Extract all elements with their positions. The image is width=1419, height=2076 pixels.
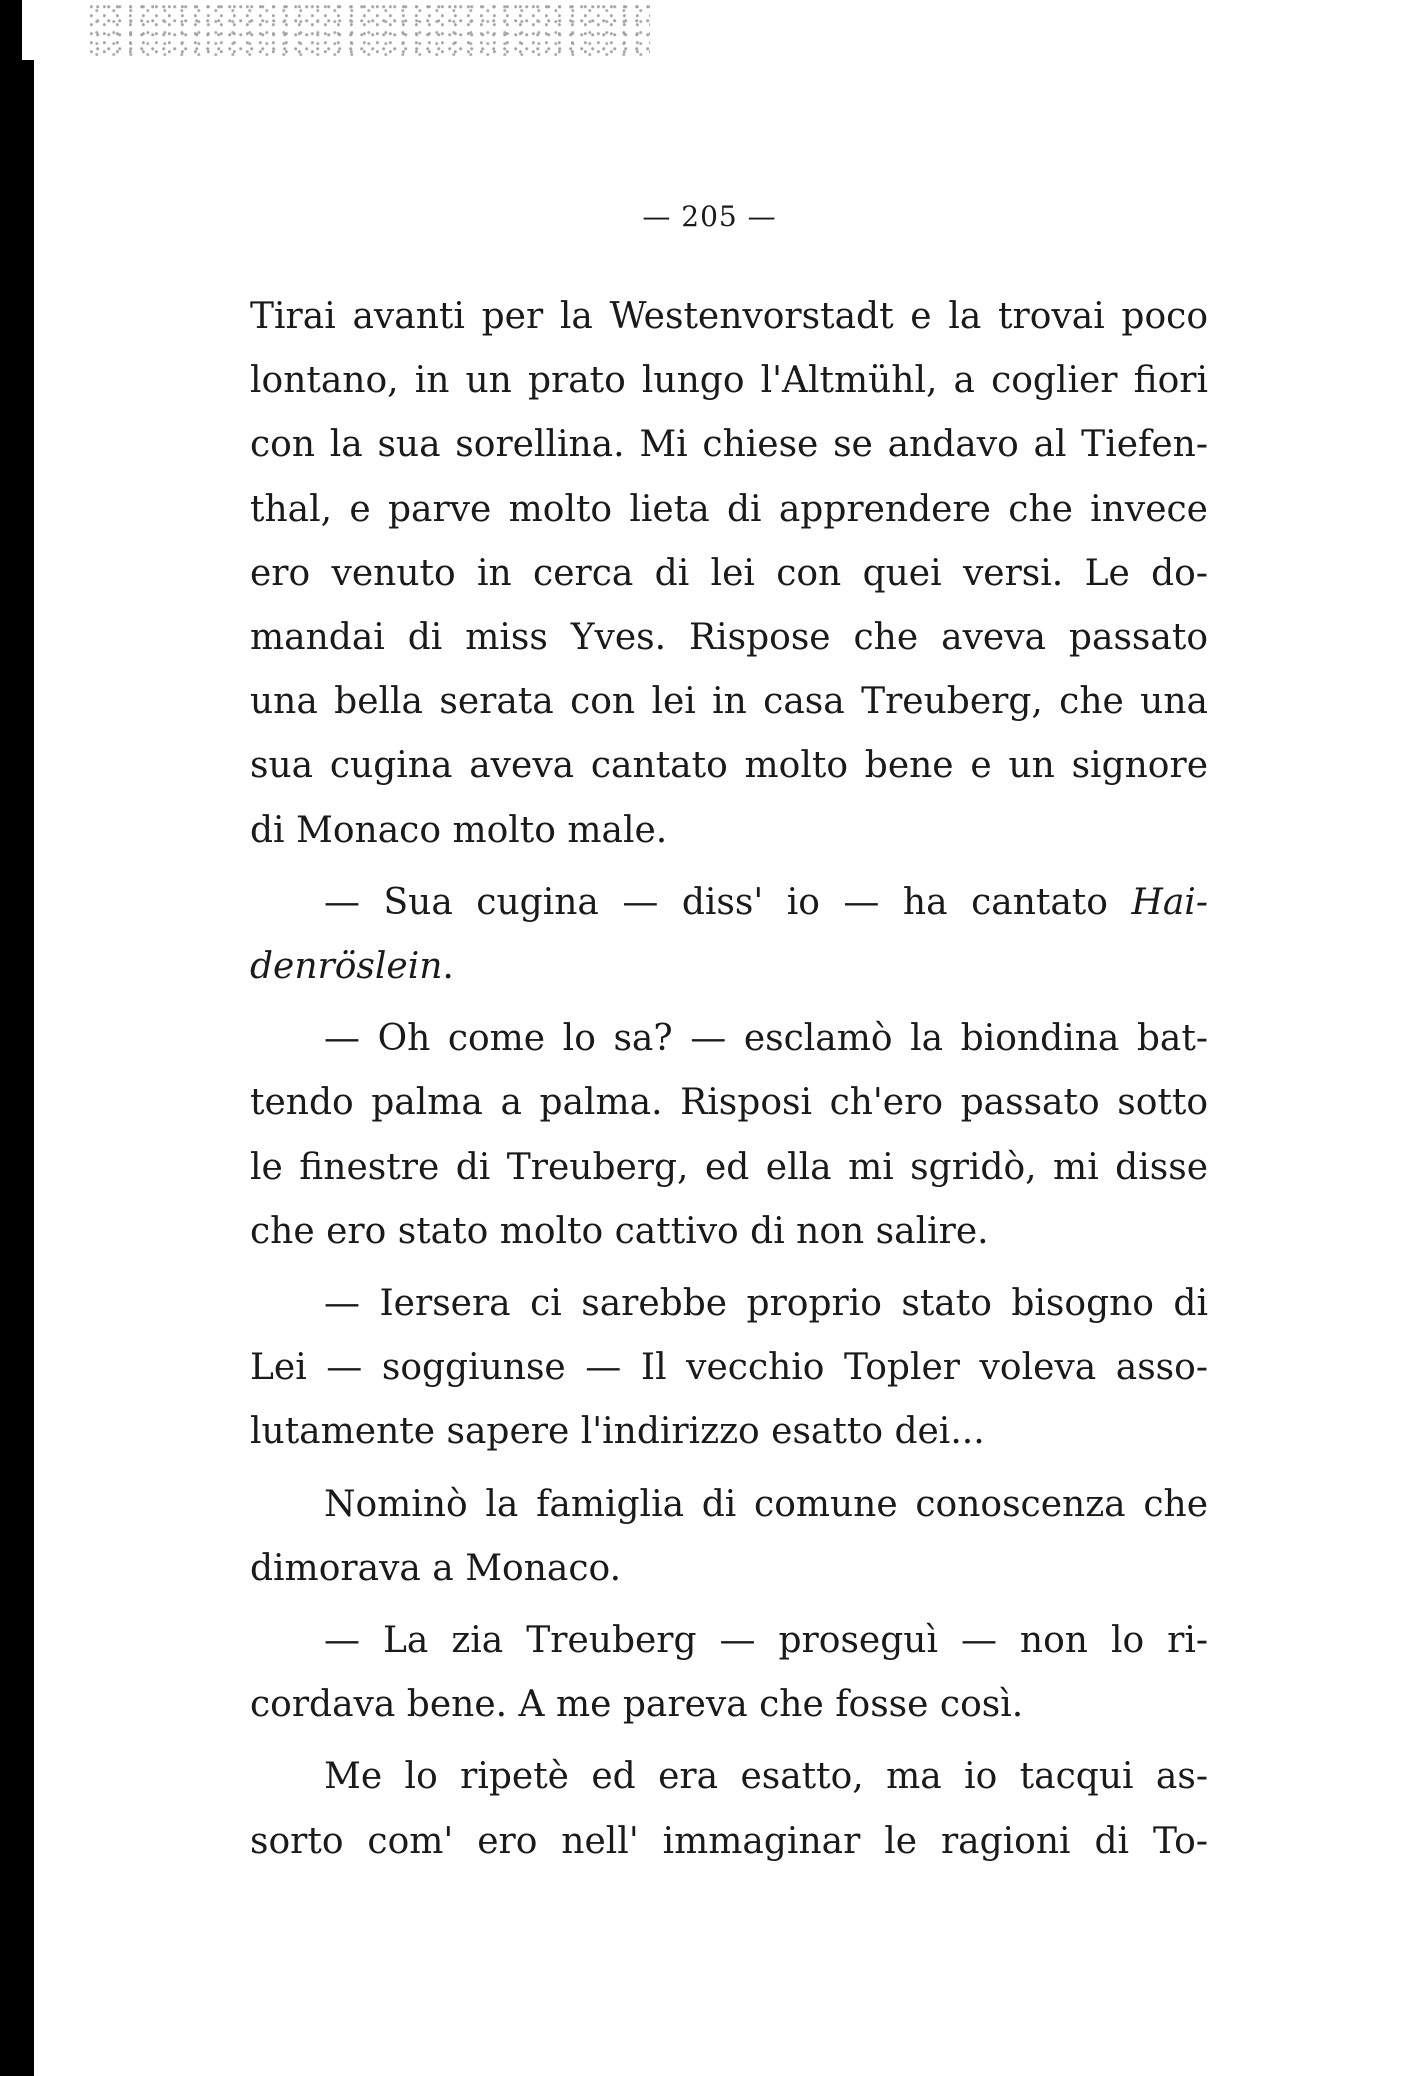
text-line: — Iersera ci sarebbe proprio stato bisogno di [324, 1283, 1208, 1325]
text-line: Tirai avanti per la Westenvorstadt e la trovai poco [250, 296, 1208, 337]
text-line: thal, e parve molto lieta di apprendere che invece [250, 488, 1208, 530]
text-line: lutamente sapere l'indirizzo esatto dei... [250, 1411, 985, 1453]
text-line [250, 871, 1208, 935]
text-line: lontano, in un prato lungo l'Altmühl, a coglier fiori [250, 360, 1208, 402]
text-line: tendo palma a palma. Risposi ch'ero passato sotto [250, 1082, 1208, 1124]
binding-edge [0, 0, 22, 2076]
text-line: sua cugina aveva cantato molto bene e un signore [250, 745, 1208, 787]
body-text [250, 285, 1208, 1874]
paragraph-1 [250, 285, 1208, 863]
text-line: Lei — soggiunse — Il vecchio Topler voleva asso- [250, 1347, 1208, 1389]
text-line: sorto com' ero nell' immaginar le ragioni di To- [250, 1820, 1208, 1862]
binding-shadow [22, 60, 34, 2076]
text-line: di Monaco molto male. [250, 809, 668, 851]
text-line: dimorava a Monaco. [250, 1547, 622, 1589]
italic-title: denröslein [250, 946, 443, 988]
text-line: — La zia Treuberg — proseguì — non lo ri- [324, 1620, 1208, 1662]
scan-noise [90, 4, 650, 56]
text-line: Me lo ripetè ed era esatto, ma io tacqui as- [324, 1756, 1208, 1798]
text-line [250, 935, 1208, 999]
text-line: che ero stato molto cattivo di non salire. [250, 1210, 989, 1252]
paragraph-2 [250, 871, 1208, 999]
paragraph-5 [250, 1473, 1208, 1601]
text-line: — Oh come lo sa? — esclamò la biondina bat- [324, 1018, 1208, 1060]
paragraph-7 [250, 1745, 1208, 1873]
paragraph-3 [250, 1007, 1208, 1264]
paragraph-6 [250, 1609, 1208, 1737]
text-line: le finestre di Treuberg, ed ella mi sgridò, mi disse [250, 1146, 1208, 1188]
text-line: cordava bene. A me pareva che fosse così. [250, 1684, 1024, 1726]
text-line: mandai di miss Yves. Rispose che aveva passato [250, 617, 1208, 659]
text-line: ero venuto in cerca di lei con quei versi. Le do- [250, 552, 1208, 594]
page-number: — 205 — [642, 200, 777, 233]
text-line: con la sua sorellina. Mi chiese se andavo al Tiefen- [250, 424, 1208, 466]
italic-title: Hai- [1131, 881, 1208, 923]
paragraph-4 [250, 1272, 1208, 1465]
text-run: — Sua cugina — diss' io — ha cantato [324, 881, 1132, 923]
text-run: . [442, 946, 454, 988]
text-line: Nominò la famiglia di comune conoscenza che [324, 1483, 1208, 1525]
text-line: una bella serata con lei in casa Treuberg, che una [250, 681, 1208, 723]
